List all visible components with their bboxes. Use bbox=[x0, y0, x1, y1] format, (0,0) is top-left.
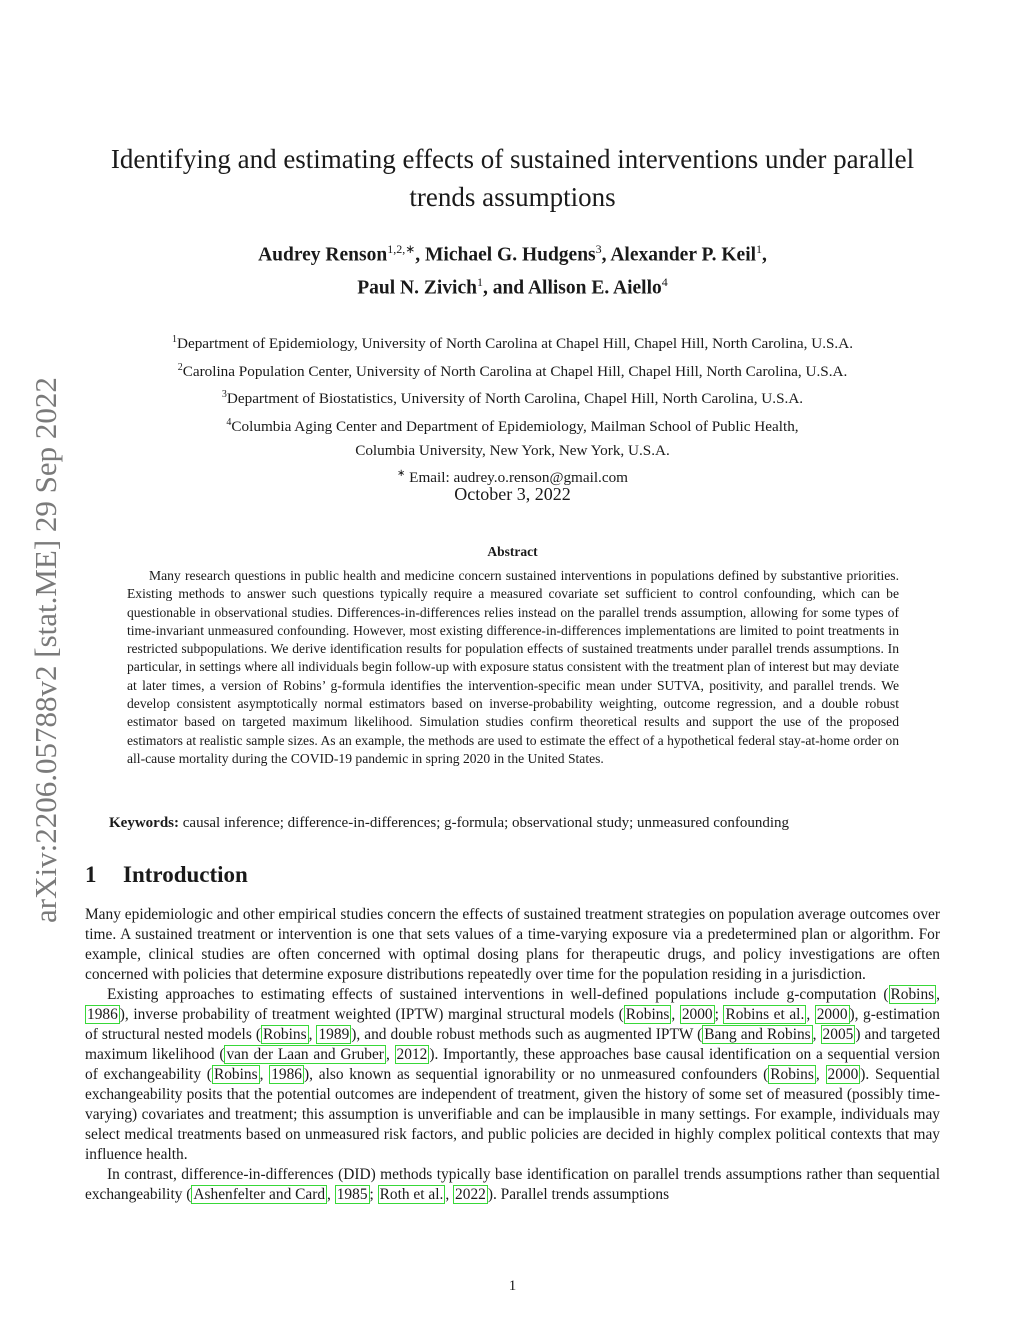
author-name: Paul N. Zivich bbox=[357, 277, 477, 298]
author-name: Alexander P. Keil bbox=[610, 244, 757, 266]
author-name: Michael G. Hudgens bbox=[425, 244, 596, 266]
body-text-run: ; bbox=[369, 1186, 378, 1203]
affiliation-mark: 1 bbox=[172, 334, 177, 345]
body-text-run: , bbox=[445, 1186, 454, 1203]
body-text-run: , bbox=[812, 1026, 821, 1043]
author-affil-mark: 4 bbox=[661, 274, 668, 289]
citation-link[interactable]: van der Laan and Gruber bbox=[226, 1046, 384, 1063]
citation-link[interactable]: Robins bbox=[770, 1066, 814, 1083]
arxiv-side-stamp: arXiv:2206.05788v2 [stat.ME] 29 Sep 2022 bbox=[28, 377, 63, 923]
affiliation-mark: ∗ bbox=[396, 468, 406, 480]
citation-link[interactable]: Bang and Robins bbox=[704, 1026, 811, 1043]
author-affil-mark: 3 bbox=[595, 242, 602, 256]
author-separator: , bbox=[762, 244, 767, 266]
body-text-run: , bbox=[259, 1066, 270, 1083]
body-text-run: Many epidemiologic and other empirical studies concern the effects of sustained treatment strategies on population average outcomes over time. A sustained treatment or intervention is one that sets values of a time-varying exposure via a predetermined plan or algorithm. For example, clinical studies are often concerned with optimal dosing plans for therapeutic drugs, and policy investigations are often concerned with policies that determine exposure distributions repeatedly over time for the population residing in a jurisdiction. bbox=[85, 906, 940, 983]
citation-link[interactable]: 2012 bbox=[396, 1046, 428, 1063]
author-name: Audrey Renson bbox=[258, 244, 388, 266]
body-text-run: , bbox=[671, 1006, 680, 1023]
citation-link[interactable]: Robins bbox=[213, 1066, 258, 1083]
body-text-run: , bbox=[308, 1026, 317, 1043]
affiliation-text: Email: audrey.o.renson@gmail.com bbox=[405, 469, 628, 487]
citation-link[interactable]: Roth et al. bbox=[379, 1186, 444, 1203]
body-paragraph bbox=[85, 985, 940, 1165]
affiliation-list bbox=[85, 328, 940, 490]
affiliation-text: Columbia Aging Center and Department of Epidemiology, Mailman School of Public Health, bbox=[231, 418, 799, 436]
body-text-run: ) and targeted maximum likelihood ( bbox=[85, 1026, 941, 1063]
body-text-run: ). Sequential exchangeability posits that the potential outcomes are independent of treatment, given the history of some set of measured (possibly time-varying) covariates and treatment; this assumption is unverifiable and can be implausible in many settings. For example, individuals may select medical treatments based on unmeasured risk factors, and public policies are decided in highly complex political contexts that may influence health. bbox=[85, 1066, 940, 1163]
citation-link[interactable]: 2000 bbox=[827, 1066, 859, 1083]
page-number: 1 bbox=[508, 1278, 517, 1294]
author-affil-mark: 1 bbox=[476, 274, 483, 289]
body-text-run: ), also known as sequential ignorability or no unmeasured confounders ( bbox=[303, 1066, 769, 1083]
body-text-run: ), g-estimation of structural nested models ( bbox=[85, 1006, 940, 1043]
body-text-run: , bbox=[385, 1046, 395, 1063]
author-separator: , bbox=[601, 244, 611, 266]
section-number: 1 bbox=[85, 862, 97, 887]
keywords-label: Keywords: bbox=[109, 815, 179, 831]
citation-link[interactable]: 1986 bbox=[271, 1066, 302, 1083]
abstract-text: Many research questions in public health and medicine concern sustained interventions in populations defined by substantive priorities. Existing methods to answer such questions typically require a measured covariate set sufficient to control confounding, which can be questionable in observational studies. Differences-in-differences relies instead on the parallel trends assumption, allowing for some types of time-invariant unmeasured confounding. However, most existing difference-in-differences implementations are limited to point treatments in restricted subpopulations. We derive identification results for population effects of sustained treatments under parallel trends assumptions. In particular, in settings where all individuals begin follow-up with exposure status consistent with the treatment plan of interest but may deviate at later times, a version of Robins’ g-formula identifies the intervention-specific mean under SUTVA, positivity, and parallel trends. We develop consistent asymptotically normal estimators based on inverse-probability weighting, outcome regression, and a double robust estimator based on targeted maximum likelihood. Simulation studies confirm theoretical results and support the use of the proposed estimators at realistic sample sizes. As an example, the methods are used to estimate the effect of a hypothetical federal stay-at-home order on all-cause mortality during the COVID-19 pandemic in spring 2020 in the United States. bbox=[127, 568, 899, 766]
author-separator: , bbox=[415, 244, 425, 266]
author-separator: , and bbox=[482, 277, 528, 298]
paper-date: October 3, 2022 bbox=[454, 484, 571, 504]
affiliation-line bbox=[85, 411, 940, 439]
affiliation-text: Department of Epidemiology, University of North Carolina at Chapel Hill, Chapel Hill, North Carolina, U.S.A. bbox=[177, 335, 853, 353]
citation-link[interactable]: 2000 bbox=[816, 1006, 848, 1023]
citation-link[interactable]: 2005 bbox=[822, 1026, 854, 1043]
body-text-run: , bbox=[806, 1006, 815, 1023]
body-text bbox=[85, 905, 940, 1205]
keywords-text: causal inference; difference-in-differences; g-formula; observational study; unmeasured confounding bbox=[179, 815, 790, 831]
affiliation-text: Carolina Population Center, University of North Carolina at Chapel Hill, Chapel Hill, North Carolina, U.S.A. bbox=[182, 362, 848, 380]
citation-link[interactable]: Robins bbox=[625, 1006, 670, 1023]
body-text-run: , bbox=[936, 986, 940, 1003]
body-text-run: ), and double robust methods such as augmented IPTW ( bbox=[351, 1026, 703, 1043]
affiliation-line bbox=[85, 328, 940, 356]
author-list bbox=[85, 236, 940, 301]
citation-link[interactable]: Robins bbox=[262, 1026, 307, 1043]
body-text-run: ). Importantly, these approaches base causal identification on a sequential version of exchangeability ( bbox=[85, 1046, 940, 1083]
affiliation-line bbox=[85, 356, 940, 384]
citation-link[interactable]: 1986 bbox=[87, 1006, 118, 1023]
affiliation-mark: 2 bbox=[177, 361, 183, 373]
affiliation-mark: 3 bbox=[221, 389, 227, 401]
citation-link[interactable]: 1985 bbox=[336, 1186, 368, 1203]
affiliation-text: Department of Biostatistics, University of North Carolina, Chapel Hill, North Carolina, U.S.A. bbox=[226, 390, 804, 408]
body-text-run: ), inverse probability of treatment weighted (IPTW) marginal structural models ( bbox=[119, 1006, 624, 1023]
author-name: Allison E. Aiello bbox=[527, 277, 662, 298]
body-paragraph bbox=[85, 1165, 940, 1205]
body-text-run: , bbox=[815, 1066, 826, 1083]
body-text-run: In contrast, difference-in-differences (DID) methods typically base identification on parallel trends assumptions rather than sequential exchangeability ( bbox=[85, 1166, 940, 1203]
citation-link[interactable]: Ashenfelter and Card bbox=[193, 1186, 326, 1203]
affiliation-mark: 4 bbox=[226, 416, 232, 428]
section-heading bbox=[85, 862, 940, 888]
author-affil-mark: 1 bbox=[756, 242, 763, 256]
body-text-run: ). Parallel trends assumptions bbox=[487, 1186, 670, 1203]
citation-link[interactable]: Robins bbox=[890, 986, 935, 1003]
affiliation-line bbox=[85, 439, 940, 463]
abstract-heading: Abstract bbox=[487, 544, 538, 559]
author-affil-mark: 1,2,∗ bbox=[387, 242, 416, 256]
section-title: Introduction bbox=[123, 862, 248, 887]
body-paragraph bbox=[85, 905, 940, 985]
body-text-run: , bbox=[327, 1186, 335, 1203]
affiliation-text: Columbia University, New York, New York, U.S.A. bbox=[355, 441, 670, 459]
affiliation-line bbox=[85, 383, 940, 411]
keywords-line bbox=[109, 815, 939, 832]
citation-link[interactable]: 1989 bbox=[318, 1026, 350, 1043]
citation-link[interactable]: 2000 bbox=[681, 1006, 713, 1023]
paper-title: Identifying and estimating effects of sustained interventions under parallel trends assumptions bbox=[110, 144, 915, 212]
body-text-run: ; bbox=[714, 1006, 724, 1023]
citation-link[interactable]: 2022 bbox=[455, 1186, 486, 1203]
citation-link[interactable]: Robins et al. bbox=[725, 1006, 805, 1023]
body-text-run: Existing approaches to estimating effects of sustained interventions in well-defined populations include g-computation ( bbox=[107, 986, 889, 1003]
